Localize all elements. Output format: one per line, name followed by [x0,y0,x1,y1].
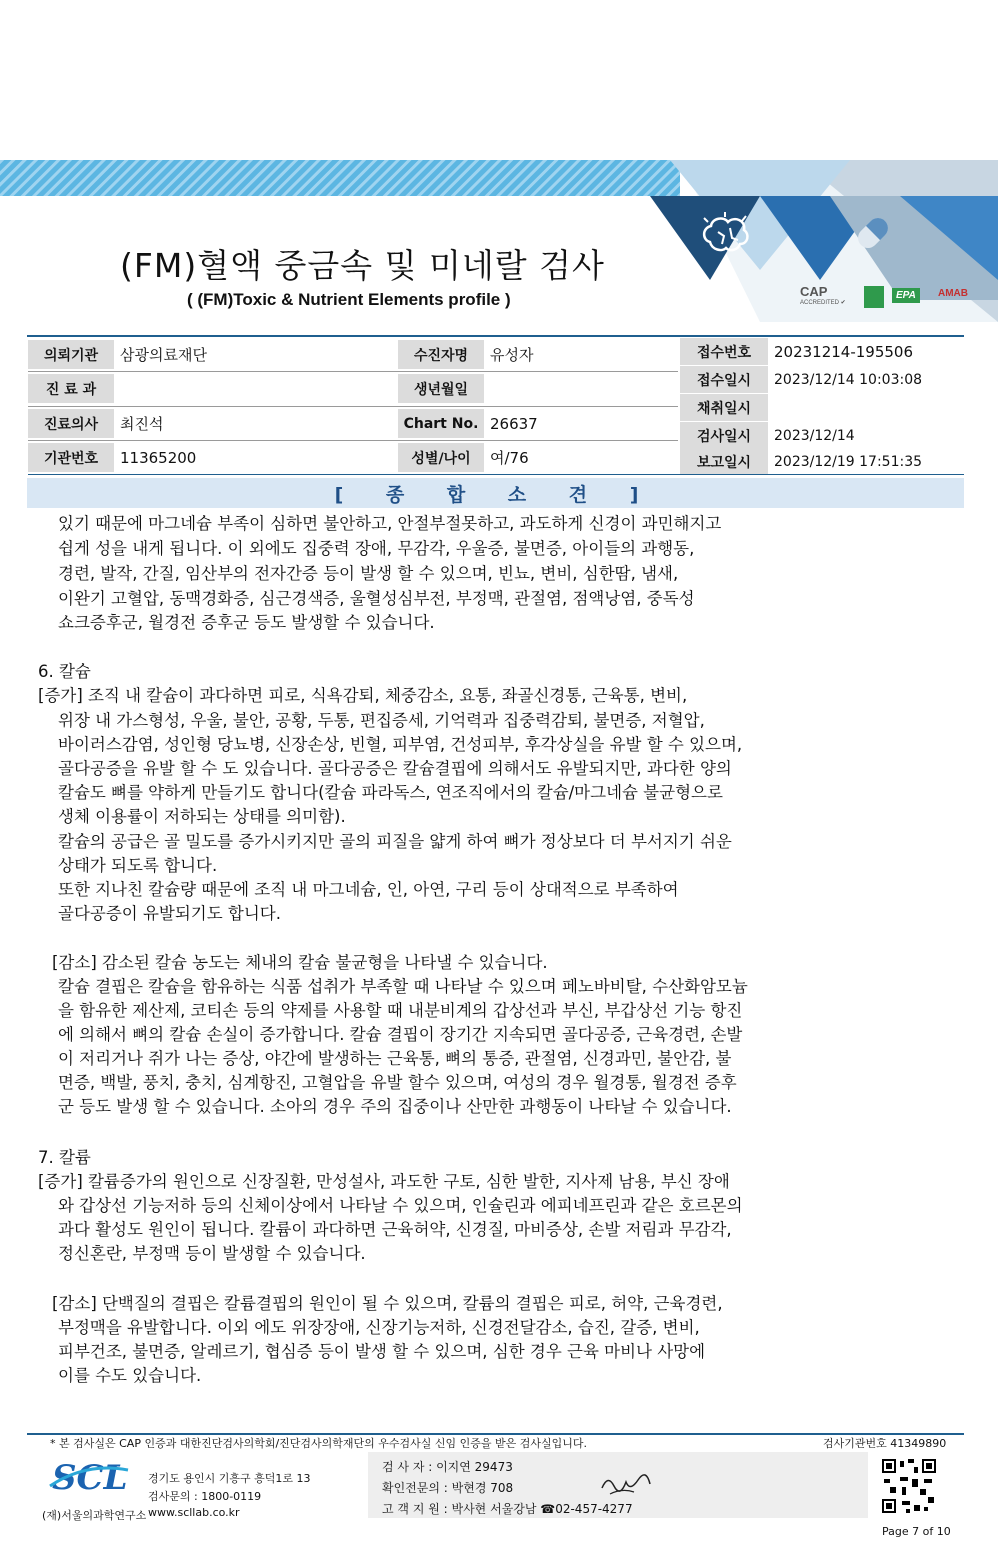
summary-line: 면증, 백발, 풍치, 충치, 심계항진, 고혈압을 유발 할수 있으며, 여성의 경우 월경통, 월경전 증후 [58,1073,737,1092]
summary-line: 상태가 되도록 합니다. [58,856,218,875]
summary-line: 과다 활성도 원인이 됩니다. 칼륨이 과다하면 근육허약, 신경질, 마비증상, 손발 저림과 무감각, [58,1220,732,1239]
summary-line: 칼슘의 공급은 골 밀도를 증가시키지만 골의 피질을 얇게 하여 뼈가 정상보다 더 부서지기 쉬운 [58,832,732,851]
summary-line: [감소] 단백질의 결핍은 칼륨결핍의 원인이 될 수 있으며, 칼륨의 결핍은 피로, 허약, 근육경련, [52,1294,723,1313]
cap-logo: CAP ACCREDITED ✔ [800,284,846,306]
label-receipt-datetime: 접수일시 [680,366,768,393]
label-report-datetime: 보고일시 [680,448,768,475]
label-patient-name: 수진자명 [398,340,484,369]
summary-heading: [ 종 합 소 견 ] [334,483,657,506]
value-physician: 최진석 [120,415,164,433]
label-physician: 진료의사 [28,409,114,438]
info-row-divider [28,406,678,407]
summary-line: 칼슘 결핍은 칼슘을 함유하는 식품 섭취가 부족할 때 나타날 수 있으며 페노바비탈, 수산화암모늄 [58,977,748,996]
value-requesting-institution: 삼광의료재단 [120,346,207,364]
value-patient-name: 유성자 [490,346,534,364]
summary-line: 경련, 발작, 간질, 임산부의 전자간증 등이 발생 할 수 있으며, 빈뇨, 변비, 심한땀, 냄새, [58,564,679,583]
value-institution-number: 11365200 [120,448,197,467]
label-birth-date: 생년월일 [398,374,484,403]
label-requesting-institution: 의뢰기관 [28,340,114,369]
epa-logo: EPA [892,288,920,303]
value-department [114,374,398,403]
summary-line: 바이러스감염, 성인형 당뇨병, 신장손상, 빈혈, 피부염, 건성피부, 후각상실을 유발 할 수 있으며, [58,735,743,754]
value-report-datetime: 2023/12/19 17:51:35 [774,453,923,470]
page-number: Page 7 of 10 [882,1525,951,1538]
summary-line: 을 함유한 제산제, 코티손 등의 약제를 사용할 때 내분비계의 갑상선과 부신, 부갑상선 기능 항진 [58,1001,743,1020]
summary-line: 군 등도 발생 할 수 있습니다. 소아의 경우 주의 집중이나 산만한 과행동이 나타날 수 있습니다. [58,1097,732,1116]
customer-support: 고 객 지 원 : 박사현 서울강남 ☎02-457-4277 [382,1502,633,1516]
summary-line: 칼슘도 뼈를 약하게 만들기도 합니다(칼슘 파라독스, 연조직에서의 칼슘/마그네슘 불균형으로 [58,783,723,802]
address: 경기도 용인시 기흥구 흥덕1로 13 [148,1472,311,1485]
summary-line: 이완기 고혈압, 동맥경화증, 심근경색증, 울혈성심부전, 부정맥, 관절염, 점액낭염, 중독성 [58,589,695,608]
section-heading-calcium: 6. 칼슘 [38,662,91,681]
value-birth-date [484,374,678,403]
certification-badge-icon [864,286,884,308]
label-test-datetime: 검사일시 [680,422,768,449]
summary-line: 쉽게 성을 내게 됩니다. 이 외에도 집중력 장애, 무감각, 우울증, 불면증, 아이들의 과행동, [58,539,695,558]
summary-line: 부정맥을 유발합니다. 이외 에도 위장장애, 신장기능저하, 신경전달감소, 습진, 갈증, 변비, [58,1318,700,1337]
summary-line: 에 의해서 뼈의 칼슘 손실이 증가합니다. 칼슘 결핍이 장기간 지속되면 골다공증, 근육경련, 손발 [58,1025,743,1044]
summary-line: 골다공증을 유발 할 수 도 있습니다. 골다공증은 칼슘결핍에 의해서도 유발되지만, 과다한 양의 [58,759,732,778]
label-receipt-number: 접수번호 [680,338,768,365]
capsule-icon [848,208,898,262]
brain-icon [698,212,752,264]
website-link[interactable]: www.scllab.co.kr [148,1506,240,1519]
value-sex-age: 여/76 [490,449,529,467]
accreditation-note: * 본 검사실은 CAP 인증과 대한진단검사의학회/진단검사의학재단의 우수검사실 신임 인증을 받은 검사실입니다. [50,1437,588,1450]
summary-line: 이 저리거나 쥐가 나는 증상, 야간에 발생하는 근육통, 뼈의 통증, 관절염, 신경과민, 불안감, 불 [58,1049,732,1068]
document-subtitle: ( (FM)Toxic & Nutrient Elements profile ) [187,290,511,309]
value-receipt-number: 20231214-195506 [774,342,914,361]
summary-line: [증가] 조직 내 칼슘이 과다하면 피로, 식욕감퇴, 체중감소, 요통, 좌골신경통, 근육통, 변비, [38,686,688,705]
summary-line: 또한 지나친 칼슘량 때문에 조직 내 마그네슘, 인, 아연, 구리 등이 상대적으로 부족하여 [58,880,679,899]
scl-logo: SCL [52,1458,128,1498]
institution-number: 검사기관번호 41349890 [823,1437,947,1450]
amab-logo: AMAB [938,288,968,299]
summary-line: [감소] 감소된 칼슘 농도는 체내의 칼슘 불균형을 나타낼 수 있습니다. [52,953,548,972]
scl-logo-swoosh [46,1460,132,1494]
summary-line: 생체 이용률이 저하되는 상태를 의미함). [58,807,346,826]
specialist-signature [598,1470,654,1498]
info-row-divider [28,440,678,441]
summary-line: [증가] 칼륨증가의 원인으로 신장질환, 만성설사, 과도한 구토, 심한 발한, 지사제 남용, 부신 장애 [38,1172,730,1191]
label-chart-no: Chart No. [398,409,484,438]
inquiry-phone: 검사문의 : 1800-0119 [148,1490,262,1503]
summary-line: 골다공증이 유발되기도 합니다. [58,904,281,923]
summary-line: 위장 내 가스형성, 우울, 불안, 공황, 두통, 편집증세, 기억력과 집중력감퇴, 불면증, 저혈압, [58,711,705,730]
value-collection-datetime [768,394,964,421]
info-table-bottom-rule [28,474,964,475]
summary-line: 와 갑상선 기능저하 등의 신체이상에서 나타날 수 있으며, 인슐린과 에피네프린과 같은 호르몬의 [58,1196,743,1215]
summary-line: 피부건조, 불면증, 알레르기, 협심증 등이 발생 할 수 있으며, 심한 경우 근육 마비나 사망에 [58,1342,706,1361]
label-institution-number: 기관번호 [28,443,114,472]
tester: 검 사 자 : 이지연 29473 [382,1460,513,1474]
summary-line: 이를 수도 있습니다. [58,1366,202,1385]
cap-logo-text: CAP [800,284,828,299]
label-department: 진 료 과 [28,374,114,403]
summary-line: 정신혼란, 부정맥 등이 발생할 수 있습니다. [58,1244,366,1263]
document-title: (FM)혈액 중금속 및 미네랄 검사 [120,246,605,285]
confirming-specialist: 확인전문의 : 박현경 708 [382,1481,514,1495]
info-row-divider [28,371,678,372]
summary-line: 있기 때문에 마그네슘 부족이 심하면 불안하고, 안절부절못하고, 과도하게 신경이 과민해지고 [58,514,722,533]
qr-code [880,1457,938,1515]
value-chart-no: 26637 [490,414,538,433]
organization-name: (재)서울의과학연구소 [42,1509,147,1522]
value-receipt-datetime: 2023/12/14 10:03:08 [774,371,923,388]
section-heading-potassium: 7. 칼륨 [38,1148,91,1167]
info-table-top-rule [27,335,964,337]
label-collection-datetime: 채취일시 [680,394,768,421]
summary-line: 쇼크증후군, 월경전 증후군 등도 발생할 수 있습니다. [58,613,435,632]
label-sex-age: 성별/나이 [398,443,484,472]
value-test-datetime: 2023/12/14 [774,427,855,444]
